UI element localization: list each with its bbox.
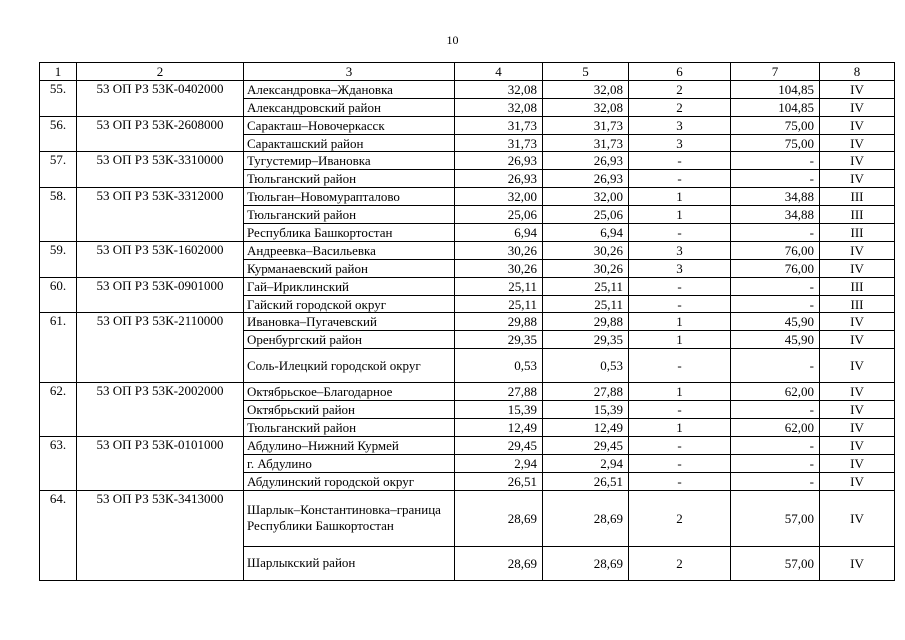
row-number: 58. [40, 188, 77, 242]
length-total: 26,93 [455, 170, 543, 188]
header-cell-1: 1 [40, 63, 77, 81]
road-code: 53 ОП РЗ 53К-2110000 [77, 313, 244, 383]
road-name: Шарлык–Константиновка–граница Республики Башкортостан [244, 490, 455, 546]
length-sub: 34,88 [731, 206, 820, 224]
road-name: Ивановка–Пугачевский [244, 313, 455, 331]
length-value: 25,11 [543, 277, 629, 295]
length-sub: 45,90 [731, 313, 820, 331]
table-row [40, 277, 895, 295]
category-value: IV [820, 490, 895, 546]
length-sub: - [731, 152, 820, 170]
row-number: 62. [40, 383, 77, 437]
count-value: 2 [629, 80, 731, 98]
length-sub: - [731, 401, 820, 419]
length-value: 6,94 [543, 224, 629, 242]
count-value: 1 [629, 383, 731, 401]
road-name: г. Абдулино [244, 454, 455, 472]
length-value: 29,35 [543, 331, 629, 349]
count-value: 2 [629, 98, 731, 116]
road-name: Александровский район [244, 98, 455, 116]
length-sub: 76,00 [731, 259, 820, 277]
length-value: 25,11 [543, 295, 629, 313]
count-value: 1 [629, 419, 731, 437]
table-row [40, 241, 895, 259]
road-code: 53 ОП РЗ 53К-3310000 [77, 152, 244, 188]
length-sub: 34,88 [731, 188, 820, 206]
road-name: Тюльган–Новомурапталово [244, 188, 455, 206]
road-name: Тюльганский район [244, 419, 455, 437]
category-value: IV [820, 241, 895, 259]
length-sub: - [731, 436, 820, 454]
length-value: 28,69 [543, 490, 629, 546]
road-name: Соль-Илецкий городской округ [244, 349, 455, 383]
length-total: 25,11 [455, 277, 543, 295]
road-name: Александровка–Ждановка [244, 80, 455, 98]
category-value: IV [820, 152, 895, 170]
category-value: IV [820, 170, 895, 188]
length-total: 25,11 [455, 295, 543, 313]
length-total: 31,73 [455, 116, 543, 134]
count-value: - [629, 224, 731, 242]
length-total: 28,69 [455, 546, 543, 580]
length-total: 25,06 [455, 206, 543, 224]
road-code: 53 ОП РЗ 53К-0901000 [77, 277, 244, 313]
length-value: 32,00 [543, 188, 629, 206]
row-number: 59. [40, 241, 77, 277]
length-sub: - [731, 224, 820, 242]
length-total: 29,45 [455, 436, 543, 454]
row-number: 60. [40, 277, 77, 313]
road-name: Абдулино–Нижний Курмей [244, 436, 455, 454]
length-value: 29,88 [543, 313, 629, 331]
road-name: Саракташский район [244, 134, 455, 152]
header-cell-3: 3 [244, 63, 455, 81]
road-code: 53 ОП РЗ 53К-1602000 [77, 241, 244, 277]
road-code: 53 ОП РЗ 53К-3312000 [77, 188, 244, 242]
length-total: 30,26 [455, 241, 543, 259]
road-name: Тугустемир–Ивановка [244, 152, 455, 170]
length-total: 29,88 [455, 313, 543, 331]
length-total: 30,26 [455, 259, 543, 277]
category-value: IV [820, 419, 895, 437]
table-row [40, 116, 895, 134]
count-value: - [629, 277, 731, 295]
category-value: III [820, 224, 895, 242]
length-sub: 57,00 [731, 490, 820, 546]
category-value: IV [820, 313, 895, 331]
category-value: IV [820, 472, 895, 490]
road-name: Курманаевский район [244, 259, 455, 277]
length-value: 28,69 [543, 546, 629, 580]
length-value: 27,88 [543, 383, 629, 401]
length-sub: 76,00 [731, 241, 820, 259]
header-cell-7: 7 [731, 63, 820, 81]
length-value: 25,06 [543, 206, 629, 224]
length-sub: 104,85 [731, 80, 820, 98]
count-value: 2 [629, 546, 731, 580]
row-number: 64. [40, 490, 77, 580]
count-value: - [629, 349, 731, 383]
category-value: IV [820, 116, 895, 134]
length-total: 2,94 [455, 454, 543, 472]
road-name: Гай–Ириклинский [244, 277, 455, 295]
length-value: 32,08 [543, 80, 629, 98]
length-total: 26,93 [455, 152, 543, 170]
count-value: - [629, 170, 731, 188]
category-value: IV [820, 383, 895, 401]
table-row [40, 490, 895, 546]
length-total: 31,73 [455, 134, 543, 152]
category-value: IV [820, 259, 895, 277]
length-sub: - [731, 349, 820, 383]
road-name: Тюльганский район [244, 170, 455, 188]
length-sub: 104,85 [731, 98, 820, 116]
length-total: 6,94 [455, 224, 543, 242]
road-name: Саракташ–Новочеркасск [244, 116, 455, 134]
count-value: 1 [629, 331, 731, 349]
length-value: 30,26 [543, 259, 629, 277]
count-value: - [629, 152, 731, 170]
category-value: IV [820, 331, 895, 349]
count-value: 3 [629, 241, 731, 259]
road-name: Оренбургский район [244, 331, 455, 349]
row-number: 56. [40, 116, 77, 152]
road-name: Октябрьский район [244, 401, 455, 419]
category-value: III [820, 277, 895, 295]
count-value: 1 [629, 206, 731, 224]
table-row [40, 383, 895, 401]
road-name: Октябрьское–Благодарное [244, 383, 455, 401]
category-value: IV [820, 546, 895, 580]
count-value: - [629, 295, 731, 313]
count-value: - [629, 436, 731, 454]
length-total: 32,00 [455, 188, 543, 206]
length-value: 26,93 [543, 170, 629, 188]
header-cell-6: 6 [629, 63, 731, 81]
count-value: - [629, 472, 731, 490]
length-value: 15,39 [543, 401, 629, 419]
page-number: 10 [446, 33, 459, 47]
road-code: 53 ОП РЗ 53К-0101000 [77, 436, 244, 490]
length-value: 2,94 [543, 454, 629, 472]
category-value: IV [820, 98, 895, 116]
road-name: Тюльганский район [244, 206, 455, 224]
length-sub: 62,00 [731, 383, 820, 401]
length-value: 12,49 [543, 419, 629, 437]
road-name: Андреевка–Васильевка [244, 241, 455, 259]
road-name: Абдулинский городской округ [244, 472, 455, 490]
length-sub: - [731, 295, 820, 313]
table-row [40, 80, 895, 98]
length-value: 29,45 [543, 436, 629, 454]
road-code: 53 ОП РЗ 53К-0402000 [77, 80, 244, 116]
category-value: IV [820, 80, 895, 98]
length-sub: 62,00 [731, 419, 820, 437]
table-row [40, 152, 895, 170]
length-value: 32,08 [543, 98, 629, 116]
road-code: 53 ОП РЗ 53К-2002000 [77, 383, 244, 437]
table-row [40, 188, 895, 206]
count-value: 2 [629, 490, 731, 546]
length-sub: - [731, 170, 820, 188]
road-name: Республика Башкортостан [244, 224, 455, 242]
length-total: 32,08 [455, 98, 543, 116]
length-value: 26,51 [543, 472, 629, 490]
length-sub: - [731, 277, 820, 295]
category-value: IV [820, 454, 895, 472]
length-sub: - [731, 472, 820, 490]
road-code: 53 ОП РЗ 53К-3413000 [77, 490, 244, 580]
length-sub: 75,00 [731, 134, 820, 152]
length-sub: 57,00 [731, 546, 820, 580]
count-value: 3 [629, 259, 731, 277]
roads-table [39, 62, 895, 581]
length-total: 27,88 [455, 383, 543, 401]
length-sub: 75,00 [731, 116, 820, 134]
length-value: 30,26 [543, 241, 629, 259]
category-value: III [820, 206, 895, 224]
length-total: 0,53 [455, 349, 543, 383]
category-value: IV [820, 349, 895, 383]
length-value: 31,73 [543, 134, 629, 152]
category-value: IV [820, 401, 895, 419]
header-cell-8: 8 [820, 63, 895, 81]
length-total: 15,39 [455, 401, 543, 419]
length-total: 28,69 [455, 490, 543, 546]
length-value: 31,73 [543, 116, 629, 134]
length-value: 26,93 [543, 152, 629, 170]
header-row [40, 63, 895, 81]
length-total: 26,51 [455, 472, 543, 490]
count-value: 1 [629, 188, 731, 206]
table-row [40, 436, 895, 454]
header-cell-2: 2 [77, 63, 244, 81]
length-total: 29,35 [455, 331, 543, 349]
row-number: 55. [40, 80, 77, 116]
count-value: 3 [629, 134, 731, 152]
row-number: 63. [40, 436, 77, 490]
header-cell-5: 5 [543, 63, 629, 81]
length-sub: 45,90 [731, 331, 820, 349]
count-value: 3 [629, 116, 731, 134]
length-value: 0,53 [543, 349, 629, 383]
count-value: 1 [629, 313, 731, 331]
length-sub: - [731, 454, 820, 472]
road-name: Шарлыкский район [244, 546, 455, 580]
row-number: 57. [40, 152, 77, 188]
count-value: - [629, 401, 731, 419]
length-total: 12,49 [455, 419, 543, 437]
row-number: 61. [40, 313, 77, 383]
category-value: III [820, 295, 895, 313]
count-value: - [629, 454, 731, 472]
road-name: Гайский городской округ [244, 295, 455, 313]
category-value: IV [820, 134, 895, 152]
road-code: 53 ОП РЗ 53К-2608000 [77, 116, 244, 152]
table-row [40, 313, 895, 331]
category-value: IV [820, 436, 895, 454]
category-value: III [820, 188, 895, 206]
length-total: 32,08 [455, 80, 543, 98]
header-cell-4: 4 [455, 63, 543, 81]
